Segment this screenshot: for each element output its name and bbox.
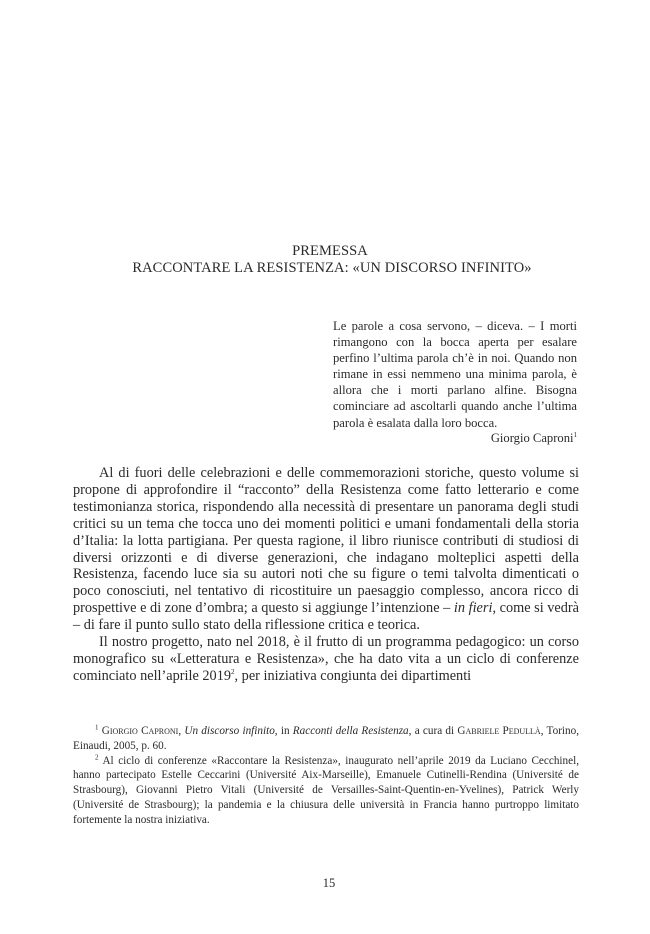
epigraph-text: Le parole a cosa servono, – diceva. – I morti rimangono con la bocca aperta per esalare perfino l’ultima parola ch’è in noi. Quando non rimane in essi nemmeno una minima parola, è allora che i morti parlano alfine. Bisogna cominciare ad ascoltarli quando anche l’ultima parola è esalata dalla loro bocca.: [333, 319, 577, 430]
paragraph-1-end: , come si vedrà – di fare il punto sullo stato della riflessione critica e teorica.: [73, 600, 580, 634]
footnote-1-cura: , a cura di: [408, 725, 458, 737]
epigraph-author: [333, 431, 577, 446]
page-number: 15: [322, 876, 336, 890]
footnote-2-text: Al ciclo di conferenze «Raccontare la Resistenza», inaugurato nell’aprile 2019 da Luciano Cecchinel, hanno partecipato Estelle Ceccarini (Université Aix-Marseille), Emanuele Cutinelli-Rendina (Université de Strasbourg), Giovanni Pietro Vitali (Université de Versailles-Saint-Quentin-en-Yvelines), Patrick Werly (Université de Strasbourg); la pandemia e la chiusura delle università in Francia hanno purtroppo limitato fortemente la nostra iniziativa.: [73, 754, 579, 826]
footnote-2-number: 2: [95, 752, 99, 761]
footnote-1-author: Giorgio Caproni: [101, 725, 179, 737]
footnotes: [73, 724, 579, 828]
paragraph-1-text: Al di fuori delle celebrazioni e delle commemorazioni storiche, questo volume si propone di approfondire il “racconto” della Resistenza come fatto letterario e come testimonianza storica, rispondendo alla necessità di presentare un panorama degli studi critici su un tema che tocca uno dei momenti politici e umani fondamentali della storia d’Italia: la lotta partigiana. Per questa ragione, il libro riunisce contributi di studiosi di diversi orizzonti e di diverse generazioni, che indagano molteplici aspetti della Resistenza, facendo luce sia su autori noti che su figure o temi talvolta dimenticati o poco conosciuti, nel tentativo di ricostituire un paesaggio complesso, ancora ricco di prospettive e di zone d’ombra; a questo si aggiunge l’intenzione –: [73, 465, 579, 617]
epigraph-author-name: Giorgio Caproni: [490, 431, 574, 445]
footnote-1-book: Racconti della Resistenza: [292, 725, 409, 737]
footnote-1-editor: Gabriele Pedullà: [457, 725, 541, 737]
footnote-2: [73, 754, 579, 828]
footnote-ref-1[interactable]: 1: [573, 430, 577, 439]
footnote-1-rest: , Torino, Einaudi, 2005, p. 60.: [73, 725, 580, 752]
chapter-title-line1: PREMESSA: [292, 243, 368, 259]
footnote-1-work: Un discorso infinito: [184, 725, 275, 737]
footnote-ref-2[interactable]: 2: [231, 668, 235, 677]
epigraph: [333, 318, 577, 431]
footnote-1: [73, 724, 579, 754]
footnote-1-number: 1: [95, 723, 99, 732]
footnote-1-in: , in: [274, 725, 293, 737]
paragraph-2-text: Il nostro progetto, nato nel 2018, è il frutto di un programma pedagogico: un corso monografico su «Letteratura e Resistenza», che ha dato vita a un ciclo di conferenze cominciato nell’aprile 2019: [73, 634, 579, 684]
chapter-title: [0, 243, 650, 277]
chapter-title-line2: RACCONTARE LA RESISTENZA: «UN DISCORSO INFINITO»: [132, 260, 532, 276]
body-text: [73, 465, 579, 685]
paragraph-1: [73, 465, 579, 634]
paragraph-2: [73, 634, 579, 685]
footnote-1-sep: ,: [178, 725, 185, 737]
paragraph-1-italic: in fieri: [453, 600, 493, 617]
paragraph-2-end: , per iniziativa congiunta dei dipartimenti: [234, 667, 472, 684]
